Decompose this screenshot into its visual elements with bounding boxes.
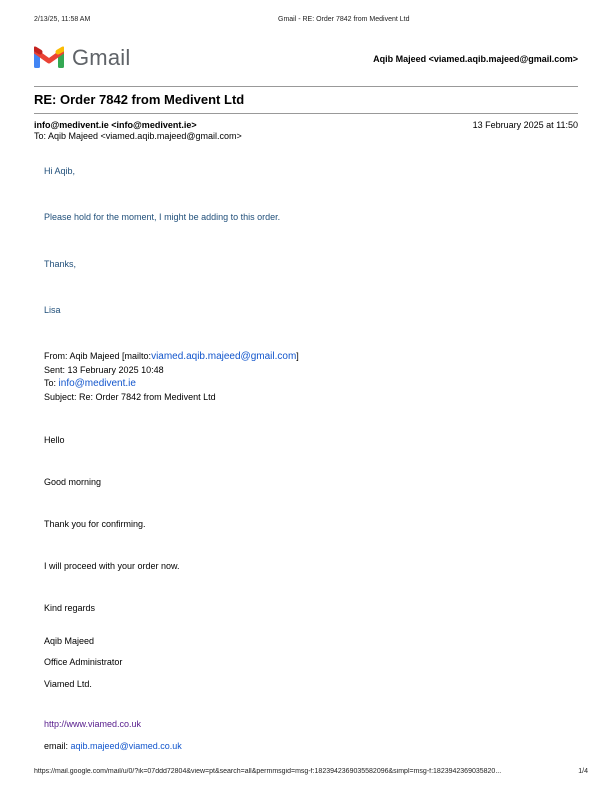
signature-email-label: email: — [44, 741, 69, 751]
signature-email — [44, 741, 182, 751]
signature-line: Viamed Ltd. — [44, 679, 92, 689]
quoted-to — [44, 378, 136, 389]
quoted-line: Hello — [44, 435, 65, 445]
print-page-number: 1/4 — [578, 768, 588, 775]
reply-line: Lisa — [44, 305, 61, 315]
quoted-line: I will proceed with your order now. — [44, 561, 180, 571]
email-subject: RE: Order 7842 from Medivent Ltd — [34, 92, 245, 107]
quoted-subject-value: Re: Order 7842 from Medivent Ltd — [79, 392, 216, 402]
header-divider — [34, 86, 578, 87]
quoted-from — [44, 351, 299, 362]
website-link[interactable]: http://www.viamed.co.uk — [44, 719, 142, 729]
quoted-line: Thank you for confirming. — [44, 519, 146, 529]
quoted-sent — [44, 365, 164, 375]
quoted-to-label: To: — [44, 378, 57, 388]
email-date: 13 February 2025 at 11:50 — [472, 120, 578, 130]
reply-line: Hi Aqib, — [44, 166, 76, 176]
reply-line: Please hold for the moment, I might be adding to this order. — [44, 212, 281, 222]
gmail-m-icon — [34, 46, 64, 70]
signature-email-link[interactable]: aqib.majeed@viamed.co.uk — [70, 741, 182, 751]
quoted-from-close: ] — [296, 351, 299, 361]
print-datetime: 2/13/25, 11:58 AM — [34, 16, 91, 23]
quoted-sent-value: 13 February 2025 10:48 — [67, 365, 164, 375]
quoted-line: Good morning — [44, 477, 102, 487]
quoted-subject — [44, 392, 216, 402]
gmail-wordmark: Gmail — [72, 45, 131, 70]
print-title: Gmail - RE: Order 7842 from Medivent Ltd — [278, 16, 410, 23]
signature-line: Aqib Majeed — [44, 636, 95, 646]
email-from: info@medivent.ie <info@medivent.ie> — [34, 120, 197, 130]
reply-line: Thanks, — [44, 259, 77, 269]
quoted-line: Kind regards — [44, 603, 96, 613]
signature-line: Office Administrator — [44, 657, 123, 667]
quoted-from-link[interactable]: viamed.aqib.majeed@gmail.com — [151, 351, 297, 362]
account-name: Aqib Majeed <viamed.aqib.majeed@gmail.com> — [373, 54, 578, 64]
quoted-to-link[interactable]: info@medivent.ie — [58, 378, 136, 389]
print-url: https://mail.google.com/mail/u/0/?ik=07ddd72804&view=pt&search=all&permmsgid=msg-f:1823942369035582096&simpl=msg-f:1823942369035820... — [34, 768, 502, 775]
quoted-sent-label: Sent: — [44, 365, 66, 375]
quoted-subject-label: Subject: — [44, 392, 77, 402]
quoted-from-label: From: — [44, 351, 68, 361]
email-to: To: Aqib Majeed <viamed.aqib.majeed@gmail.com> — [34, 131, 242, 141]
subject-divider — [34, 113, 578, 114]
quoted-from-name: Aqib Majeed [mailto: — [69, 351, 152, 361]
